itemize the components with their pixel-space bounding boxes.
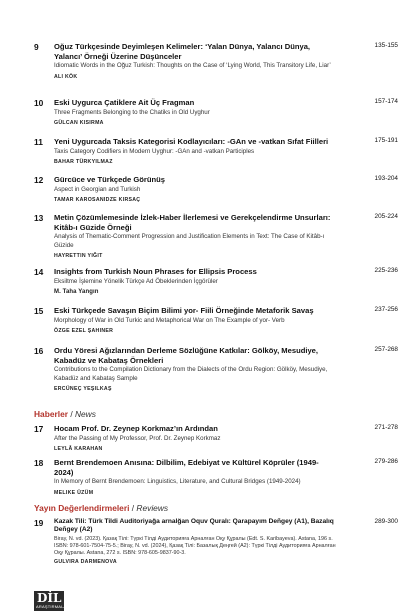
entry-pages: 271-278 — [374, 424, 398, 431]
section-separator: / — [131, 503, 135, 513]
entry-pages: 175-191 — [374, 137, 398, 144]
entry-author: TAMAR KAROSANIDZE KIRSAÇ — [54, 197, 141, 204]
entry-subtitle: Aspect in Georgian and Turkish — [54, 185, 141, 193]
entry-subtitle: Contributions to the Compilation Dictionary from the Dialects of the Ordu Region: Gölköy, Mesudiye, Kabadüz and Kabataş Sample — [54, 366, 328, 382]
entry-number: 13 — [34, 213, 44, 223]
entry-number: 19 — [34, 518, 44, 528]
entry-title: Eski Türkçede Savaşın Biçim Bilimi yor- Fiili Örneğinde Metaforik Savaş — [54, 306, 314, 315]
entry-subtitle: Eksiltme İşlemine Yönelik Türkçe Ad Öbeklerinden İçgörüler — [54, 277, 218, 285]
entry-author: MELIKE ÜZÜM — [54, 489, 94, 496]
entry-subtitle: Morphology of War in Old Turkic and Metaphorical War on The Example of yor- Verb — [54, 316, 285, 324]
entry-pages: 157-174 — [374, 98, 398, 105]
entry-number: 9 — [34, 42, 39, 52]
entry-subtitle: After the Passing of My Professor, Prof. Dr. Zeynep Korkmaz — [54, 434, 221, 442]
entry-title: Bernt Brendemoen Anısına: Dilbilim, Edebiyat ve Kültürel Köprüler (1949-2024) — [54, 458, 319, 477]
entry-author: ALI KÖK — [54, 73, 78, 80]
entry-title: Gürcüce ve Türkçede Görünüş — [54, 175, 165, 184]
entry-author: GULVIRA DARMENOVA — [54, 559, 117, 566]
entry-title: Ordu Yöresi Ağızlarından Derleme Sözlüğüne Katkılar: Gölköy, Mesudiye, Kabadüz ve Kabataş Örnekleri — [54, 346, 319, 365]
section-title-tr: Haberler — [34, 409, 68, 419]
entry-pages: 225-236 — [374, 267, 398, 274]
entry-author: BAHAR TÜRKYILMAZ — [54, 159, 113, 166]
entry-title: Eski Uygurca Çatiklere Ait Üç Fragman — [54, 98, 195, 107]
entry-author: LEYLÂ KARAHAN — [54, 446, 103, 453]
entry-pages: 279-286 — [374, 458, 398, 465]
entry-subtitle: Biray, N. vd. (2023). Қазақ Тілі: Түркі Тілді Аудиторияға Арналған Оқу Құралы (Edt. S. Karibayeva). Astana, 196 s. ISBN: 978-601-7504-75-5.; Biray, N. vd. (2024), Қазақ Тілі: Базалық Деңгей (А2): Түркі Тілді Аудиторияға Арналған Оқу Құралы. Astana, 272 s. ISBN: 978-605-9837-90-3. — [54, 535, 336, 557]
logo-subtext: ARAŞTIRMALARI — [36, 604, 71, 609]
entry-subtitle: Idiomatic Words in the Oğuz Turkish: Thoughts on the Case of ‘Lying World, This Transitory Life, Liar’ — [54, 62, 331, 70]
entry-number: 12 — [34, 175, 44, 185]
section-heading-news — [34, 409, 96, 419]
entry-author: ERCÜNEÇ YEŞILKAŞ — [54, 386, 112, 393]
journal-logo — [34, 591, 71, 611]
entry-number: 10 — [34, 98, 44, 108]
section-title-tr: Yayın Değerlendirmeleri — [34, 503, 130, 513]
entry-pages: 257-268 — [374, 346, 398, 353]
entry-title: Oğuz Türkçesinde Deyimleşen Kelimeler: ‘Yalan Dünya, Yalancı Dünya, Yalancı’ Örneği Üzerine Düşünceler — [54, 42, 311, 61]
entry-pages: 205-224 — [374, 213, 398, 220]
entry-title: Kazak Tili: Türk Tildi Auditoriyağa arnalğan Oquv Quralı: Qarapayım Deñgey (A1), Bazalıq Deñgey (A2) — [54, 518, 334, 534]
entry-number: 14 — [34, 267, 44, 277]
logo-text: DİL — [37, 591, 62, 605]
entry-title: Insights from Turkish Noun Phrases for Ellipsis Process — [54, 267, 257, 276]
entry-number: 16 — [34, 346, 44, 356]
entry-author: GÜLCAN KISIRMA — [54, 120, 104, 127]
entry-number: 17 — [34, 424, 44, 434]
entry-author: ÖZGE EZEL ŞAHINER — [54, 328, 114, 335]
entry-subtitle: Analysis of Thematic-Comment Progression and Justification Elements in Text: The Case of Kitâb-ı Güzide — [54, 233, 325, 249]
entry-number: 15 — [34, 306, 44, 316]
entry-subtitle: In Memory of Bernt Brendemoen: Linguistics, Literature, and Cultural Bridges (1949-2024) — [54, 478, 301, 486]
entry-title: Metin Çözümlemesinde İzlek-Haber İlerlemesi ve Gerekçelendirme Unsurları: Kitâb-ı Güzide Örneği — [54, 213, 331, 232]
entry-author: M. Taha Yangın — [54, 289, 99, 296]
entry-number: 11 — [34, 137, 43, 147]
section-heading-reviews — [34, 503, 168, 513]
entry-author: HAYRETTIN YIĞIT — [54, 253, 103, 260]
entry-subtitle: Three Fragments Belonging to the Chatiks in Old Uyghur — [54, 108, 210, 116]
entry-pages: 237-256 — [374, 306, 398, 313]
entry-title: Hocam Prof. Dr. Zeynep Korkmaz’ın Ardından — [54, 424, 218, 433]
section-separator: / — [70, 409, 73, 419]
entry-pages: 135-155 — [374, 42, 398, 49]
section-title-en: Reviews — [136, 503, 169, 513]
section-title-en: News — [74, 409, 96, 419]
entry-number: 18 — [34, 458, 44, 468]
entry-subtitle: Taxis Category Codifiers in Modern Uyghur: -GAn and -vatkan Participles — [54, 147, 255, 155]
entry-pages: 289-300 — [374, 518, 398, 525]
entry-title: Yeni Uygurcada Taksis Kategorisi Kodlayıcıları: -GAn ve -vatkan Sıfat Fiilleri — [54, 137, 329, 146]
entry-pages: 193-204 — [374, 175, 398, 182]
